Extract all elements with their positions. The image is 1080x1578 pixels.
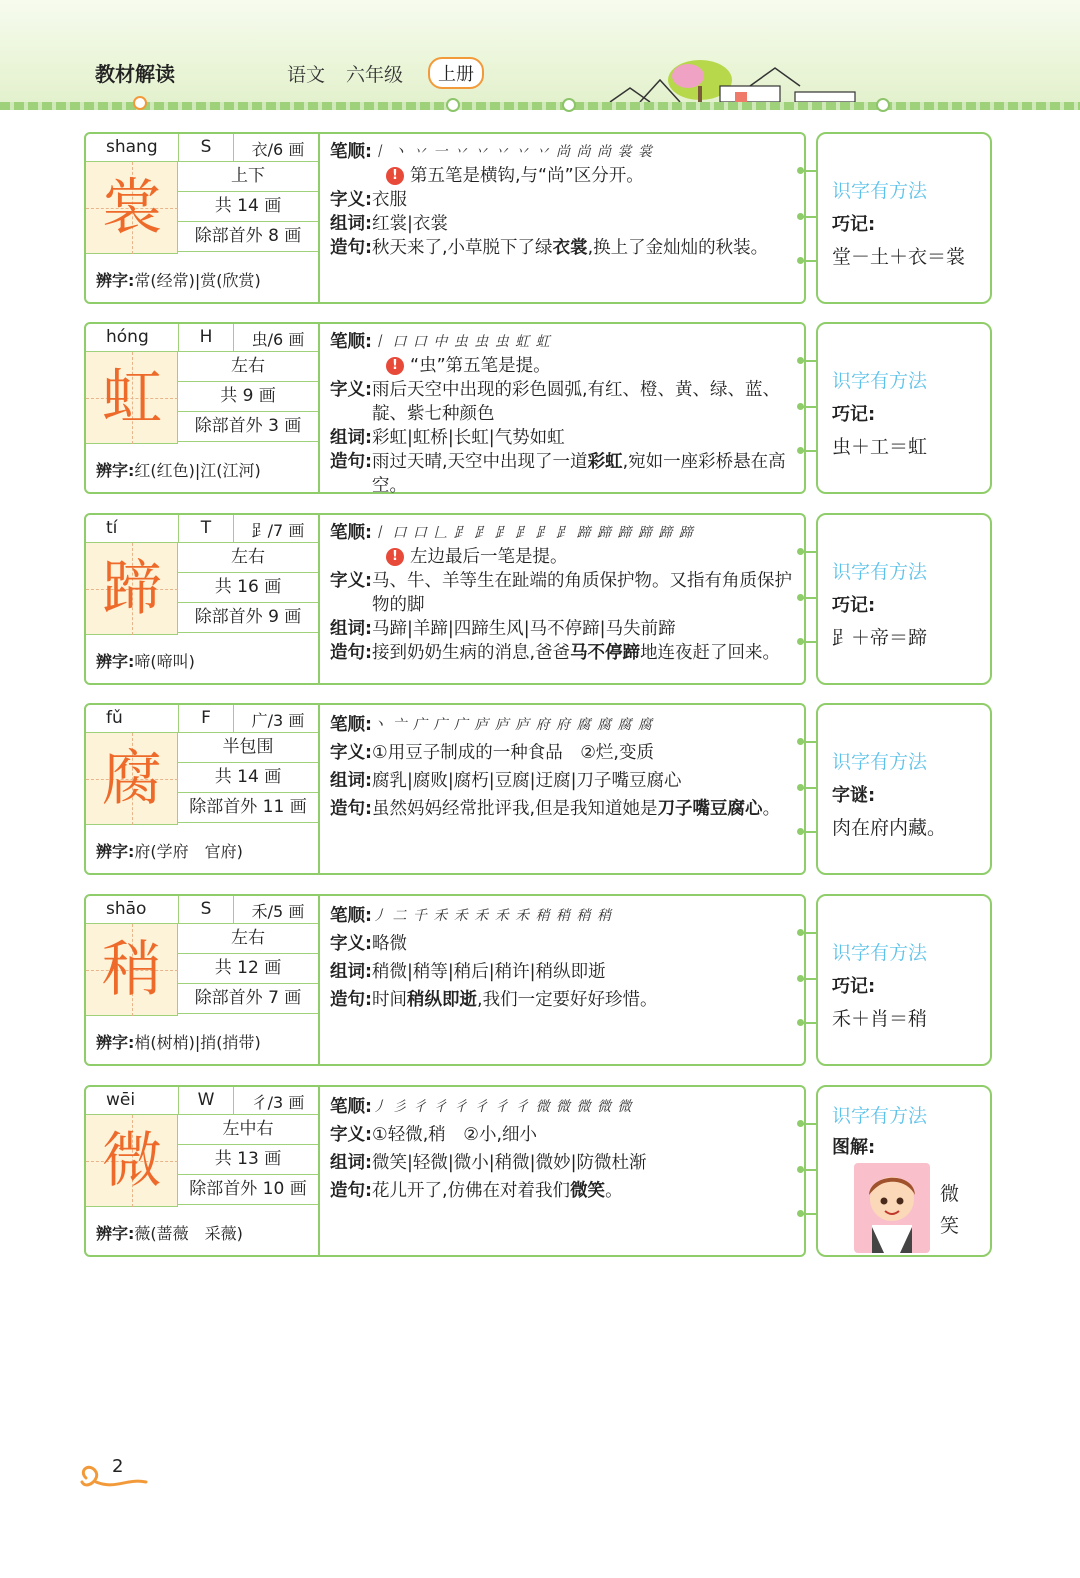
pinyin: wēi xyxy=(106,1090,136,1110)
character-info xyxy=(86,896,320,1064)
distinguish-line: 辨字:啼(啼叫) xyxy=(96,652,195,671)
memory-method-card xyxy=(816,1085,992,1257)
example-sentence: 造句: 花儿开了,仿佛在对着我们微笑。 xyxy=(330,1181,623,1201)
word-group: 组词: 彩虹|虹桥|长虹|气势如虹 xyxy=(330,428,565,448)
pinyin: tí xyxy=(106,518,118,538)
character-grid xyxy=(86,1115,178,1207)
method-text: 虫＋工＝虹 xyxy=(832,436,928,458)
header-divider xyxy=(0,102,1080,110)
character-info xyxy=(86,324,320,492)
radical-strokes: 衣/6 画 xyxy=(251,140,305,159)
initial-letter: H xyxy=(178,324,234,352)
stroke-order: 笔顺: 丨 丶 丷 一 丷 丷 丷 丷 丷 尚 尚 尚 裳 裳 xyxy=(330,142,653,162)
big-character: 稍 xyxy=(102,935,162,1005)
method-text: 𧾷＋帝＝蹄 xyxy=(832,627,928,649)
method-title: 识字有方法 xyxy=(832,1105,928,1127)
memory-method-card xyxy=(816,132,992,304)
volume-badge: 上册 xyxy=(428,57,484,89)
pinyin: fǔ xyxy=(106,708,123,728)
stroke-note: ! 左边最后一笔是提。 xyxy=(330,545,800,569)
method-label: 字谜: xyxy=(832,785,876,806)
character-grid xyxy=(86,733,178,825)
character-card xyxy=(84,132,806,304)
warning-icon: ! xyxy=(386,167,404,185)
initial-letter: S xyxy=(178,134,234,162)
meaning: 字义: ①轻微,稍 ②小,细小 xyxy=(330,1125,538,1145)
character-grid xyxy=(86,924,178,1016)
strokes-except-radical: 除部首外 10 画 xyxy=(178,1175,318,1205)
character-card xyxy=(84,1085,806,1257)
character-card xyxy=(84,894,806,1066)
structure: 左右 xyxy=(178,924,318,954)
character-card xyxy=(84,513,806,685)
stroke-order: 笔顺: 丨 口 口 𠃊 𧾷 𧾷 𧾷 𧾷 𧾷 𧾷 蹄 蹄 蹄 蹄 蹄 蹄 xyxy=(330,523,694,543)
radical-strokes: 彳/3 画 xyxy=(251,1093,305,1112)
initial-letter: W xyxy=(178,1087,234,1115)
pinyin: shāo xyxy=(106,899,147,919)
page-number: 2 xyxy=(112,1456,124,1477)
strokes-except-radical: 除部首外 3 画 xyxy=(178,412,318,442)
radical-strokes: 虫/6 画 xyxy=(251,330,305,349)
big-character: 蹄 xyxy=(102,554,162,624)
structure: 左中右 xyxy=(178,1115,318,1145)
stroke-order: 笔顺: 丿 二 千 禾 禾 禾 禾 禾 稍 稍 稍 稍 xyxy=(330,906,612,926)
stroke-order: 笔顺: 丨 口 口 中 虫 虫 虫 虹 虹 xyxy=(330,332,551,352)
character-info xyxy=(86,515,320,683)
word-group: 组词: 微笑|轻微|微小|稍微|微妙|防微杜渐 xyxy=(330,1153,647,1173)
structure: 上下 xyxy=(178,162,318,192)
character-info xyxy=(86,134,320,302)
house-tree-decoration-icon xyxy=(600,58,860,104)
total-strokes: 共 14 画 xyxy=(178,763,318,793)
structure: 半包围 xyxy=(178,733,318,763)
distinguish-line: 辨字:梢(树梢)|捎(捎带) xyxy=(96,1033,261,1052)
big-character: 腐 xyxy=(102,744,162,814)
strokes-except-radical: 除部首外 8 画 xyxy=(178,222,318,252)
word-group: 组词: 腐乳|腐败|腐朽|豆腐|迂腐|刀子嘴豆腐心 xyxy=(330,771,682,791)
character-detail xyxy=(330,521,800,665)
illustration-caption: 微 xyxy=(940,1183,960,1205)
meaning: 字义: 略微 xyxy=(330,934,407,954)
stroke-order: 笔顺: 丿 彡 彳 彳 彳 彳 彳 彳 微 微 微 微 微 xyxy=(330,1097,633,1117)
distinguish-line: 辨字:红(红色)|江(江河) xyxy=(96,461,261,480)
header-marker-icon xyxy=(562,98,576,112)
distinguish-line: 辨字:府(学府 官府) xyxy=(96,842,243,861)
method-text: 堂－土＋衣＝裳 xyxy=(832,246,966,268)
method-text: 肉在府内藏。 xyxy=(832,817,947,839)
big-character: 虹 xyxy=(102,363,162,433)
character-card xyxy=(84,322,806,494)
subject-label: 语文 xyxy=(287,64,326,86)
smiling-boy-illustration-icon xyxy=(854,1163,930,1253)
method-title: 识字有方法 xyxy=(832,561,928,583)
example-sentence: 造句: 虽然妈妈经常批评我,但是我知道她是刀子嘴豆腐心。 xyxy=(330,799,781,819)
grade-label: 六年级 xyxy=(346,64,404,86)
character-grid xyxy=(86,162,178,254)
example-sentence: 造句: 雨过天晴,天空中出现了一道彩虹,宛如一座彩桥悬在高空。 xyxy=(330,452,786,496)
memory-method-card xyxy=(816,513,992,685)
method-label: 巧记: xyxy=(832,595,876,616)
page-header xyxy=(0,0,1080,110)
header-marker-icon xyxy=(876,98,890,112)
illustration-caption: 笑 xyxy=(940,1215,960,1237)
memory-method-card xyxy=(816,894,992,1066)
method-title: 识字有方法 xyxy=(832,370,928,392)
total-strokes: 共 9 画 xyxy=(178,382,318,412)
radical-strokes: 𧾷/7 画 xyxy=(251,521,305,540)
character-detail xyxy=(330,1093,800,1205)
meaning: 字义: 雨后天空中出现的彩色圆弧,有红、橙、黄、绿、蓝、靛、紫七种颜色 xyxy=(330,380,781,424)
total-strokes: 共 16 画 xyxy=(178,573,318,603)
character-grid xyxy=(86,352,178,444)
method-title: 识字有方法 xyxy=(832,942,928,964)
character-detail xyxy=(330,902,800,1014)
total-strokes: 共 12 画 xyxy=(178,954,318,984)
memory-method-card xyxy=(816,703,992,875)
method-label: 巧记: xyxy=(832,976,876,997)
distinguish-line: 辨字:薇(蔷薇 采薇) xyxy=(96,1224,243,1243)
character-info xyxy=(86,1087,320,1255)
word-group: 组词: 马蹄|羊蹄|四蹄生风|马不停蹄|马失前蹄 xyxy=(330,619,676,639)
method-label: 巧记: xyxy=(832,214,876,235)
structure: 左右 xyxy=(178,543,318,573)
character-info xyxy=(86,705,320,873)
stroke-order: 笔顺: 丶 亠 广 广 广 庐 庐 庐 府 府 腐 腐 腐 腐 xyxy=(330,715,653,735)
strokes-except-radical: 除部首外 7 画 xyxy=(178,984,318,1014)
meaning: 字义: ①用豆子制成的一种食品 ②烂,变质 xyxy=(330,743,654,763)
warning-icon: ! xyxy=(386,357,404,375)
initial-letter: T xyxy=(178,515,234,543)
header-marker-icon xyxy=(133,96,147,110)
big-character: 微 xyxy=(102,1126,162,1196)
big-character: 裳 xyxy=(102,173,162,243)
radical-strokes: 禾/5 画 xyxy=(251,902,305,921)
method-title: 识字有方法 xyxy=(832,751,928,773)
initial-letter: F xyxy=(178,705,234,733)
character-detail xyxy=(330,711,800,823)
warning-icon: ! xyxy=(386,548,404,566)
total-strokes: 共 13 画 xyxy=(178,1145,318,1175)
distinguish-line: 辨字:常(经常)|赏(欣赏) xyxy=(96,271,261,290)
character-detail xyxy=(330,140,800,260)
example-sentence: 造句: 秋天来了,小草脱下了绿衣裳,换上了金灿灿的秋装。 xyxy=(330,238,769,258)
example-sentence: 造句: 时间稍纵即逝,我们一定要好好珍惜。 xyxy=(330,990,658,1010)
method-label: 巧记: xyxy=(832,404,876,425)
strokes-except-radical: 除部首外 11 画 xyxy=(178,793,318,823)
strokes-except-radical: 除部首外 9 画 xyxy=(178,603,318,633)
page-swirl-decoration-icon xyxy=(76,1460,156,1494)
initial-letter: S xyxy=(178,896,234,924)
stroke-note: ! “虫”第五笔是提。 xyxy=(330,354,800,378)
book-title: 教材解读 xyxy=(95,62,175,86)
memory-method-card xyxy=(816,322,992,494)
example-sentence: 造句: 接到奶奶生病的消息,爸爸马不停蹄地连夜赶了回来。 xyxy=(330,643,781,663)
method-label: 图解: xyxy=(832,1137,876,1158)
word-group: 组词: 稍微|稍等|稍后|稍许|稍纵即逝 xyxy=(330,962,606,982)
character-card xyxy=(84,703,806,875)
pinyin: shang xyxy=(106,137,158,157)
stroke-note: ! 第五笔是横钩,与“尚”区分开。 xyxy=(330,164,800,188)
meaning: 字义: 马、牛、羊等生在趾端的角质保护物。又指有角质保护物的脚 xyxy=(330,571,792,615)
radical-strokes: 广/3 画 xyxy=(251,711,305,730)
pinyin: hóng xyxy=(106,327,149,347)
meaning: 字义: 衣服 xyxy=(330,190,407,210)
character-grid xyxy=(86,543,178,635)
word-group: 组词: 红裳|衣裳 xyxy=(330,214,448,234)
header-marker-icon xyxy=(446,98,460,112)
method-text: 禾＋肖＝稍 xyxy=(832,1008,928,1030)
character-detail xyxy=(330,330,800,498)
structure: 左右 xyxy=(178,352,318,382)
method-title: 识字有方法 xyxy=(832,180,928,202)
total-strokes: 共 14 画 xyxy=(178,192,318,222)
